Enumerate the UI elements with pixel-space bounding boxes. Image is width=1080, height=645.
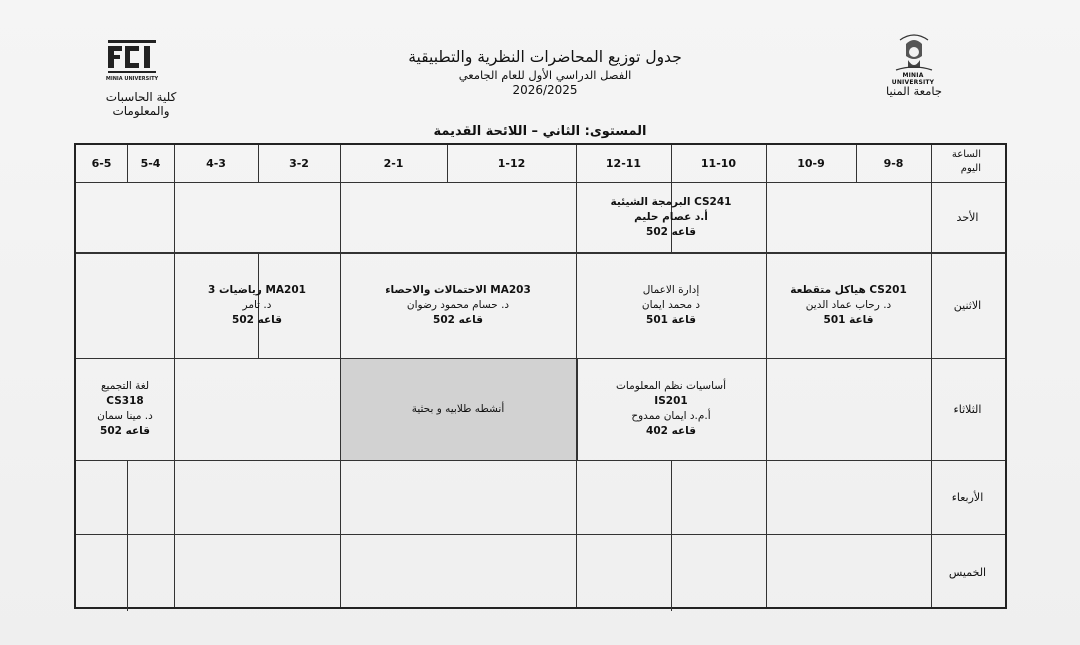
slot-header-11-10: 11-10	[700, 157, 737, 170]
page-title: جدول توزيع المحاضرات النظرية والتطبيقية	[408, 48, 682, 66]
session-course: هياكل متقطعة CS201	[790, 283, 907, 296]
session-course: لغة التجميع	[100, 380, 150, 392]
fci-logo	[106, 38, 158, 84]
session-instructor: أ.د عصام حليم	[634, 210, 708, 223]
session-cs318	[76, 358, 174, 460]
day-monday: الاثنين	[953, 298, 982, 312]
session-code: CS318	[106, 395, 144, 407]
slot-header-12-11: 12-11	[605, 157, 642, 170]
session-student-activities	[340, 358, 576, 460]
day-sunday: الأحد	[956, 210, 979, 224]
corner-header	[930, 145, 1005, 182]
minia-logo-caption: MINIA UNIVERSITY	[891, 72, 935, 86]
session-room: قاعه 502	[646, 225, 696, 238]
university-name: جامعة المنيا	[886, 84, 942, 98]
corner-day-label: اليوم	[960, 163, 981, 174]
day-tuesday: الثلاثاء	[953, 402, 982, 416]
faculty-name: كلية الحاسبات والمعلومات	[105, 90, 177, 118]
session-room: قاعة 501	[823, 313, 874, 326]
session-ma203	[340, 252, 576, 358]
session-course: إدارة الاعمال	[642, 283, 700, 296]
session-ma201	[174, 252, 340, 358]
session-instructor: أ.م.د ايمان ممدوح	[631, 410, 711, 422]
slot-header-1-12: 1-12	[497, 157, 526, 170]
session-instructor: د. حسام محمود رضوان	[406, 298, 510, 311]
slot-header-2-1: 2-1	[383, 157, 404, 170]
slot-header-4-3: 4-3	[206, 157, 226, 170]
academic-year: 2026/2025	[512, 83, 578, 97]
session-room: قاعه 502	[100, 425, 150, 437]
session-instructor: د. رحاب عماد الدين	[805, 298, 892, 311]
session-is201	[576, 358, 766, 460]
session-room: قاعه 502	[433, 313, 483, 326]
session-course: البرمجة الشيئية CS241	[610, 195, 732, 208]
session-instructor: د. مينا سمان	[97, 410, 153, 422]
session-course: أساسيات نظم المعلومات	[615, 380, 727, 392]
title-block	[360, 48, 730, 97]
session-course: رياضيات 3 MA201	[208, 283, 306, 296]
session-cs241	[576, 182, 766, 252]
timetable	[74, 143, 1007, 609]
corner-hour-label: الساعة	[951, 149, 981, 160]
session-room: قاعه 502	[232, 313, 282, 326]
session-business-admin	[576, 252, 766, 358]
session-course: الاحتمالات والاحصاء MA203	[385, 283, 531, 296]
slot-header-10-9: 10-9	[797, 157, 825, 170]
slot-header-9-8: 9-8	[883, 157, 904, 170]
session-code: IS201	[654, 395, 688, 407]
session-cs201	[766, 252, 931, 358]
session-room: قاعة 501	[646, 313, 696, 326]
slot-header-3-2: 3-2	[289, 157, 309, 170]
session-instructor: د. تامر	[242, 298, 272, 311]
slot-header-5-4: 5-4	[140, 157, 161, 170]
svg-text:MINIA UNIVERSITY: MINIA UNIVERSITY	[106, 76, 158, 82]
session-room: قاعه 402	[646, 425, 696, 437]
semester-label: الفصل الدراسي الأول للعام الجامعي	[458, 68, 632, 82]
session-instructor: د محمد ايمان	[641, 298, 701, 311]
day-thursday: الخميس	[948, 566, 987, 579]
session-label: أنشطه طلابيه و بحثية	[411, 402, 505, 415]
level-label: المستوى: الثاني – اللائحة القديمة	[433, 124, 647, 139]
slot-header-6-5: 6-5	[91, 157, 112, 170]
day-wednesday: الأربعاء	[951, 490, 984, 504]
